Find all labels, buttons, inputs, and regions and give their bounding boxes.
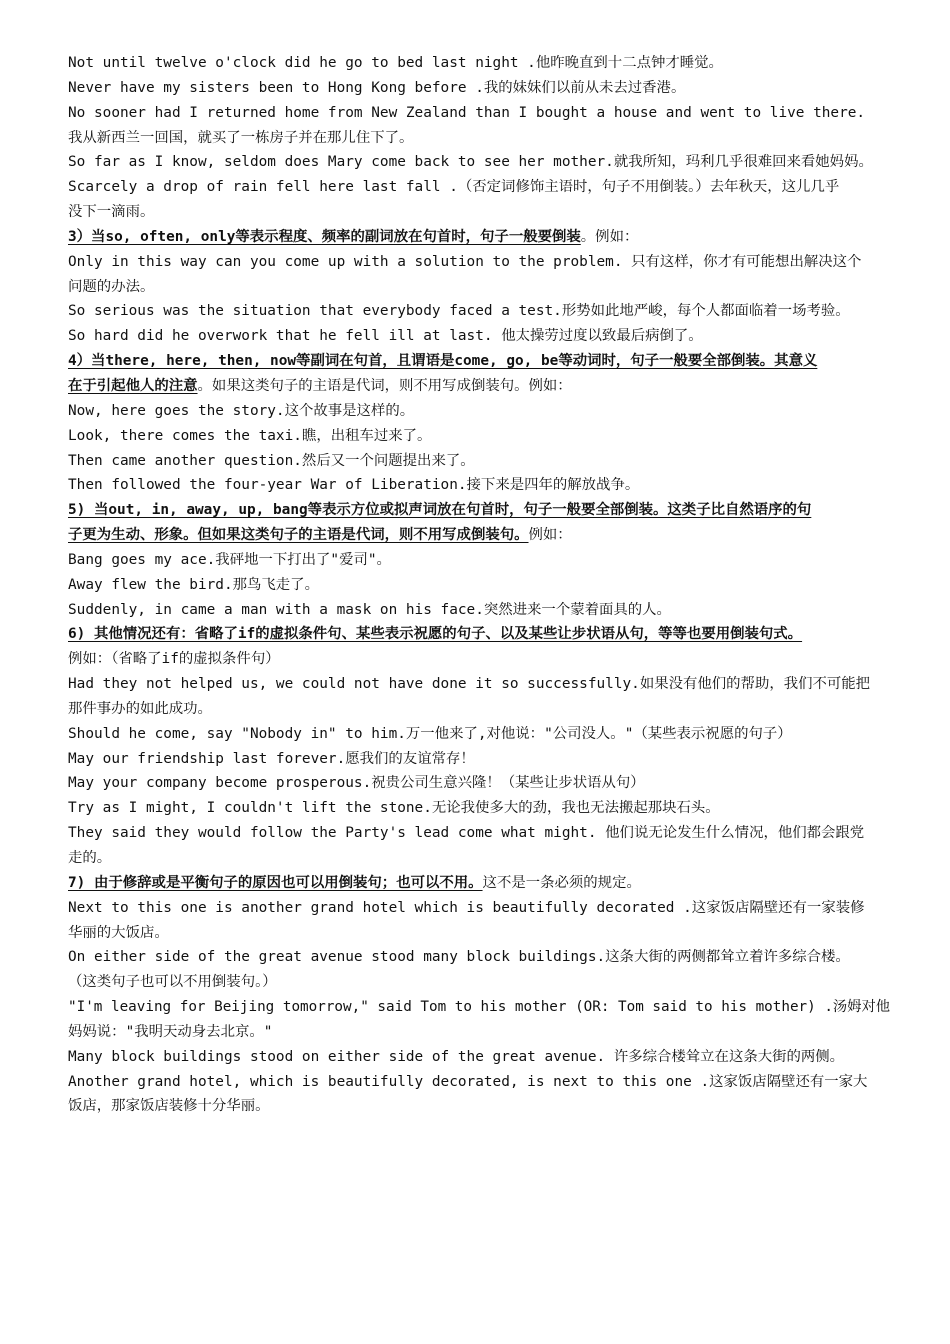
text-line: Next to this one is another grand hotel which is beautifully decorated .这家饭店隔壁还有一家装修: [68, 899, 865, 916]
text-line: 我从新西兰一回国，就买了一栋房子并在那儿住下了。: [68, 129, 414, 146]
text-line: 走的。: [68, 850, 112, 866]
text-line: On either side of the great avenue stood many block buildings.这条大街的两侧都耸立着许多综合楼。: [68, 949, 850, 966]
section-heading-line: [68, 374, 890, 399]
text-line: So serious was the situation that everybody faced a test.形势如此地严峻，每个人都面临着一场考验。: [68, 303, 850, 320]
text-line: Try as I might, I couldn't lift the stone.无论我使多大的劲，我也无法搬起那块石头。: [68, 800, 720, 817]
text-line: 例如：（省略了if的虚拟条件句）: [68, 651, 280, 668]
heading-underlined-text: 6) 其他情况还有：省略了if的虚拟条件句、某些表示祝愿的句子、以及某些让步状语从句，等等也要用倒装句式。: [68, 626, 803, 643]
section-heading-line: [68, 498, 890, 523]
text-line: Look, there comes the taxi.瞧，出租车过来了。: [68, 427, 432, 444]
text-line: Then followed the four-year War of Liberation.接下来是四年的解放战争。: [68, 477, 640, 494]
heading-underlined-text: 4）当there, here, then, now等副词在句首，且谓语是come, go, be等动词时，句子一般要全部倒装。其意义: [68, 353, 818, 370]
text-line: 没下一滴雨。: [68, 204, 155, 221]
text-line: May your company become prosperous.祝贵公司生意兴隆！（某些让步状语从句）: [68, 775, 645, 792]
text-line: Only in this way can you come up with a solution to the problem. 只有这样，你才有可能想出解决这个: [68, 253, 862, 270]
heading-underlined-text: 子更为生动、形象。但如果这类句子的主语是代词，则不用写成倒装句。: [68, 527, 529, 544]
text-line: （这类句子也可以不用倒装句。）: [68, 974, 277, 991]
heading-underlined-text: 5) 当out, in, away, up, bang等表示方位或拟声词放在句首时，句子一般要全部倒装。这类子比自然语序的句: [68, 502, 812, 519]
text-line: Suddenly, in came a man with a mask on his face.突然进来一个蒙着面具的人。: [68, 601, 671, 618]
text-line: Many block buildings stood on either side of the great avenue. 许多综合楼耸立在这条大街的两侧。: [68, 1048, 845, 1065]
heading-underlined-text: 3）当so, often, only等表示程度、频率的副词放在句首时，句子一般要倒装: [68, 228, 581, 245]
text-line: Now, here goes the story.这个故事是这样的。: [68, 402, 415, 419]
text-line: Then came another question.然后又一个问题提出来了。: [68, 452, 475, 469]
heading-underlined-text: 在于引起他人的注意: [68, 377, 198, 394]
text-line: 问题的办法。: [68, 278, 155, 295]
heading-tail-text: 例如：: [528, 527, 572, 544]
text-line: Had they not helped us, we could not have done it so successfully.如果没有他们的帮助，我们不可能把: [68, 676, 871, 693]
text-line: 饭店，那家饭店装修十分华丽。: [68, 1098, 270, 1115]
text-line: 华丽的大饭店。: [68, 924, 169, 941]
text-line: Scarcely a drop of rain fell here last fall .（否定词修饰主语时，句子不用倒装。）去年秋天，这儿几乎: [68, 179, 840, 196]
text-line: "I'm leaving for Beijing tomorrow," said Tom to his mother (OR: Tom said to his mother) .汤姆对他: [68, 999, 891, 1016]
text-line: Never have my sisters been to Hong Kong before .我的妹妹们以前从未去过香港。: [68, 79, 686, 96]
text-line: 那件事办的如此成功。: [68, 700, 212, 717]
text-line: Bang goes my ace.我砰地一下打出了"爱司"。: [68, 551, 391, 568]
heading-underlined-text: 7) 由于修辞或是平衡句子的原因也可以用倒装句；也可以不用。: [68, 874, 483, 891]
section-heading-line: [68, 225, 890, 250]
text-line: Not until twelve o'clock did he go to bed last night .他昨晚直到十二点钟才睡觉。: [68, 55, 723, 71]
text-line: 妈妈说："我明天动身去北京。": [68, 1023, 273, 1040]
heading-tail-text: 这不是一条必须的规定。: [482, 874, 641, 891]
section-heading-line: [68, 622, 890, 647]
heading-tail-text: 。例如：: [580, 228, 639, 245]
heading-tail-text: 。如果这类句子的主语是代词，则不用写成倒装句。例如：: [197, 377, 572, 394]
text-line: So far as I know, seldom does Mary come back to see her mother.就我所知，玛利几乎很难回来看她妈妈。: [68, 154, 873, 171]
section-heading-line: [68, 523, 890, 548]
text-line: Away flew the bird.那鸟飞走了。: [68, 576, 319, 593]
section-heading-line: [68, 871, 890, 896]
text-line: They said they would follow the Party's lead come what might. 他们说无论发生什么情况，他们都会跟党: [68, 825, 865, 842]
section-heading-line: [68, 349, 890, 374]
text-line: So hard did he overwork that he fell ill at last. 他太操劳过度以致最后病倒了。: [68, 328, 703, 345]
text-line: May our friendship last forever.愿我们的友谊常存！: [68, 750, 475, 767]
text-line: Another grand hotel, which is beautifully decorated, is next to this one .这家饭店隔壁还有一家大: [68, 1073, 868, 1090]
text-line: No sooner had I returned home from New Zealand than I bought a house and went to live there.: [68, 104, 866, 121]
text-line: Should he come, say "Nobody in" to him.万一他来了,对他说："公司没人。"（某些表示祝愿的句子）: [68, 725, 792, 742]
